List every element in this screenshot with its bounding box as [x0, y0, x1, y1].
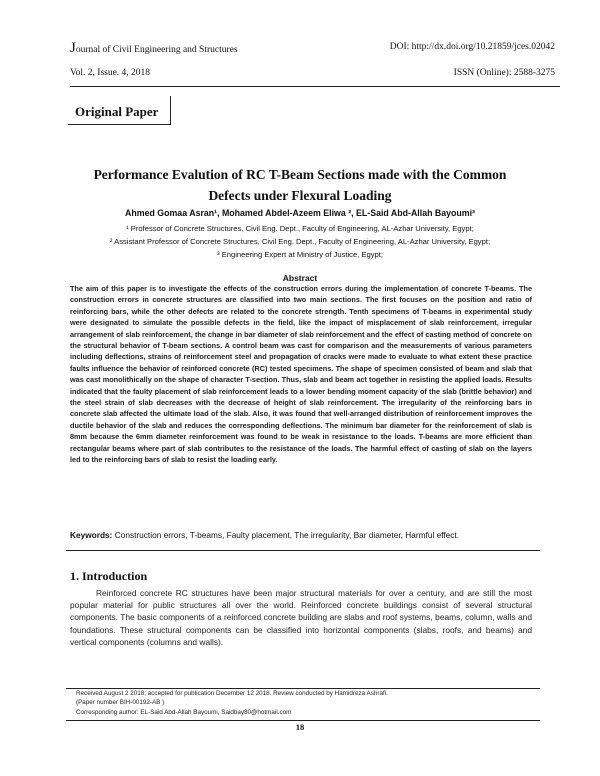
- abstract-text: The aim of this paper is to investigate the effects of the construction errors during the implementation of concrete T-beams. The construction errors in concrete structures are classified into two main sections. The first focuses on the position and ratio of reinforcing bars, while the other defects are related to the concrete strength. Tenth specimens of T-beams in experimental study were designated to simulate the possible defects in the field, like the impact of misplacement of slab reinforcement, irregular arrangement of slab reinforcement, the change in bar diameter of slab reinforcement and the effect of casting method of concrete on the structural behavior of T-beam sections. A control beam was cast for comparison and the measurements of various parameters including deflections, strains of reinforcement steel and propagation of cracks were made to evaluate to what extent these practice faults influence the behavior of reinforced concrete (RC) tested specimens. The shape of specimen consisted of beam and slab that was cast monolithically on the shape of character T-section. Thus, slab and beam act together in resisting the applied loads. Results indicated that the faulty placement of slab reinforcement leads to a lower bending moment capacity of the slab (brittle behavior) and the steel strain of slab decreases with the decrease of height of slab reinforcement. The irregularity of the reinforcing bars in concrete slab affected the ultimate load of the slab. Also, it was found that well-arranged distribution of reinforcement improves the ductile behavior of the slab and reduces the corresponding deflections. The minimum bar diameter for the reinforcement of slab is 8mm because the 6mm diameter reinforcement was found to be weak in resistance to the loads. T-beams are more efficient than rectangular beams where part of slab contributes to the resistance of the loads. The harmful effect of casting of slab on the layers led to the reinforcing bars of slab to resist the loading early.: [70, 284, 532, 465]
- footnote-rule: [66, 688, 540, 689]
- keywords-label: Keywords:: [70, 530, 113, 540]
- footnote-paper-number: (Paper number BIH-00192-AB ): [76, 699, 165, 706]
- keywords-list: Construction errors, T-beams, Faulty placement, The irregularity, Bar diameter, Harmful effect.: [114, 530, 460, 540]
- section-heading-introduction: 1. Introduction: [70, 569, 148, 583]
- page-number: 18: [295, 722, 305, 732]
- author-list: Ahmed Gomaa Asran¹, Mohamed Abdel-Azeem Eliwa ², EL-Said Abd-Allah Bayoumi³: [125, 208, 475, 218]
- keywords-rule: [66, 550, 540, 551]
- volume-issue: Vol. 2, Issue. 4, 2018: [70, 68, 151, 78]
- affiliation-3: ³ Engineering Expert at Ministry of Justice, Egypt;: [217, 250, 383, 259]
- title-line-1: Performance Evalution of RC T-Beam Sections made with the Common: [93, 167, 507, 182]
- footnote-corresponding-author: Corresponding author: EL-Said Abd-Allah Bayoumi, Saidbay80@hotmail.com: [76, 709, 292, 716]
- affiliation-1: ¹ Professor of Concrete Structures, Civil Eng. Dept., Faculty of Engineering, AL-Azhar University, Egypt;: [126, 224, 474, 233]
- header-rule: [70, 86, 560, 87]
- abstract-heading: Abstract: [282, 273, 318, 283]
- paper-title: [60, 164, 540, 206]
- introduction-paragraph: Reinforced concrete RC structures have been major structural materials for over a century, and are still the most popular material for public structures all over the world. Reinforced concrete buildings consist of several structural components. The basic components of a reinforced concrete building are slabs and roof systems, beams, column, walls and foundations. These structural components can be classified into horizontal components (slabs, roofs, and beams) and vertical components (columns and walls).: [70, 588, 532, 647]
- footnote-received: Received August 2 2018; accepted for publication December 12 2018. Review conducted by Hamidreza Ashrafi.: [76, 690, 388, 697]
- issn: ISSN (Online): 2588-3275: [453, 68, 555, 78]
- keywords: [70, 530, 540, 540]
- left-margin-watermark: [8, 40, 14, 740]
- doi-link[interactable]: DOI: http://dx.doi.org/10.21859/jces.02042: [389, 42, 555, 52]
- affiliation-2: ² Assistant Professor of Concrete Structures, Civil Eng. Dept., Faculty of Engineering, AL-Azhar University, Egypt;: [109, 237, 491, 246]
- journal-name: Journal of Civil Engineering and Structures: [70, 40, 238, 56]
- paper-type-label: Original Paper: [75, 104, 159, 119]
- title-line-2: Defects under Flexural Loading: [208, 188, 392, 203]
- footer-rule: [66, 720, 540, 721]
